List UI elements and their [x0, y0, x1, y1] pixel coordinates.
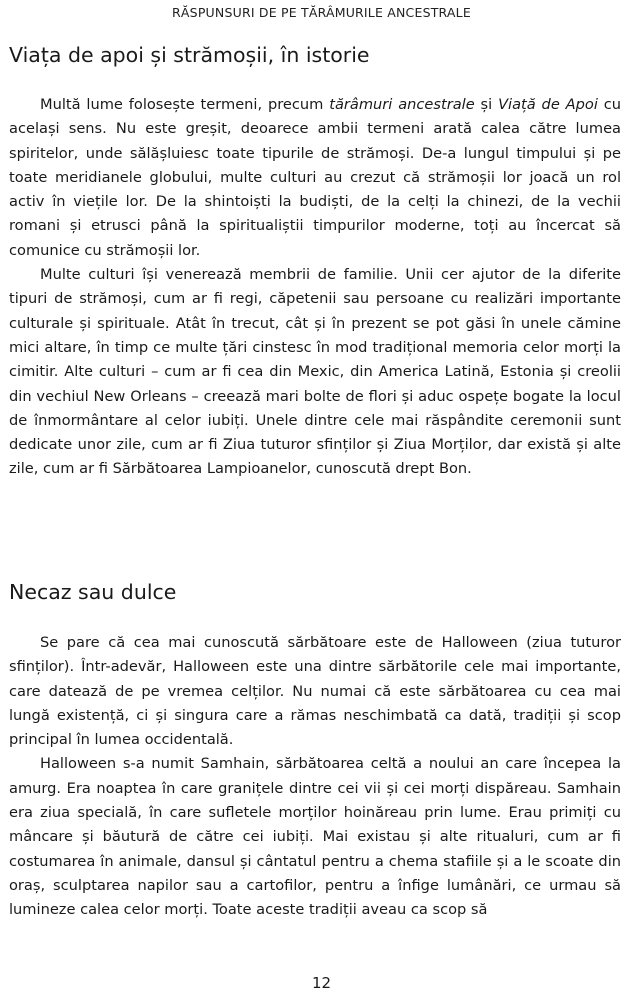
- text-run: Multă lume folosește termeni, precum: [40, 96, 330, 113]
- paragraph: Halloween s-a numit Samhain, sărbătoarea celtă a noului an care începea la amurg. Era noaptea în care granițele dintre cei vii și cei morți dispăreau. Samhain era ziua specială, în care sufletele morților hoinăreau prin lume. Erau primiți cu mâncare și băutură de către cei iubiți. Mai existau și alte ritualuri, cum ar fi costumarea în animale, dansul și cântatul pentru a chema stafiile și a le scoate din oraș, sculptarea napilor sau a cartofilor, pentru a înfige lumânări, ce urmau să lumineze calea celor morți. Toate aceste tradiții aveau ca scop să: [9, 755, 621, 919]
- emphasis-afterlife: Viață de Apoi: [498, 96, 598, 113]
- running-head: RĂSPUNSURI DE PE TĂRÂMURILE ANCESTRALE: [172, 5, 471, 20]
- paragraph: Multe culturi își venerează membrii de familie. Unii cer ajutor de la diferite tipuri de strămoși, cum ar fi regi, căpetenii sau persoane cu realizări importante culturale și spirituale. Atât în trecut, cât și în prezent se pot găsi în unele cămine mici altare, în timp ce multe țări cinstesc în mod tradițional memoria celor morți la cimitir. Alte culturi – cum ar fi cea din Mexic, din America Latină, Estonia și creolii din vechiul New Orleans – creează mari bolte de flori și aduc ospețe bogate la locul de înmormântare al celor iubiți. Unele dintre cele mai răspândite ceremonii sunt dedicate unor zile, cum ar fi Ziua tuturor sfinților și Ziua Morților, dar există și alte zile, cum ar fi Sărbătoarea Lampioanelor, cunoscută drept Bon.: [9, 266, 621, 478]
- section-heading-afterlife: Viața de apoi și strămoșii, în istorie: [9, 43, 370, 67]
- paragraph: [9, 93, 621, 263]
- paragraph: Se pare că cea mai cunoscută sărbătoare este de Halloween (ziua tuturor sfinților). Într-adevăr, Halloween este una dintre sărbătorile cele mai importante, care datează de pe vremea celților. Nu numai că este sărbătoarea cu cea mai lungă existență, ci și singura care a rămas neschimbată ca dată, tradiții și scop principal în lumea occidentală.: [9, 634, 621, 749]
- text-run: cu același sens. Nu este greșit, deoarece ambii termeni arată calea către lumea spiritelor, unde sălășluiesc toate tipurile de strămoși. De-a lungul timpului și pe toate meridianele globului, multe culturi au crezut că strămoșii lor joacă un rol activ în viețile lor. De la shintoiști la budiști, de la celți la chinezi, de la vechii romani și etrusci până la spiritualiștii timpurilor moderne, toți au încercat să comunice cu strămoșii lor.: [9, 96, 621, 259]
- section-body-afterlife: [9, 93, 621, 482]
- section-heading-trick-or-treat: Necaz sau dulce: [9, 580, 177, 604]
- page-number: 12: [311, 974, 332, 992]
- section-body-trick-or-treat: [9, 631, 621, 923]
- emphasis-ancestral-realms: tărâmuri ancestrale: [329, 96, 475, 113]
- text-run: și: [474, 96, 499, 113]
